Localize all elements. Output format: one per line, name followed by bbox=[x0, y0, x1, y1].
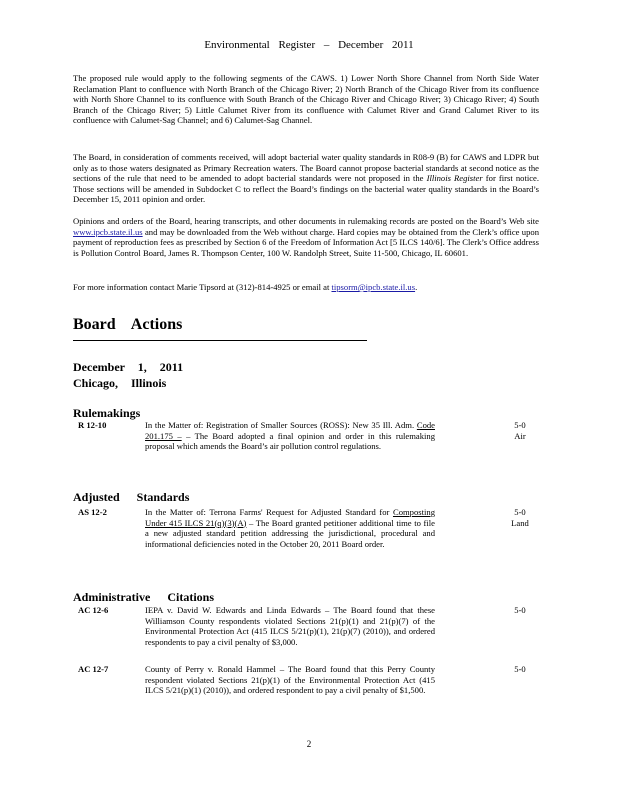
adjusted-text-start: In the Matter of: Terrona Farms' Request for Adjusted Standard for bbox=[145, 507, 393, 517]
board-website-link[interactable]: www.ipcb.state.il.us bbox=[73, 226, 143, 237]
rulemaking-media: Air bbox=[514, 431, 526, 441]
citation-docket-code: AC 12-7 bbox=[78, 664, 109, 674]
rulemaking-text-start: In the Matter of: Registration of Smaller Sources (ROSS): New 35 Ill. Adm. bbox=[145, 420, 417, 430]
contact-email-link[interactable]: tipsorm@ipcb.state.il.us bbox=[331, 282, 416, 292]
citation-docket-code: AC 12-6 bbox=[78, 605, 109, 615]
board-actions-heading: Board Actions bbox=[73, 316, 183, 333]
para3-text-end: and may be downloaded from the Web without charge. Hard copies may be obtained from the Clerk’s office upon payment of reproduction fees as prescribed by Section 6 of the Freedom of Information Act [5 ILCS 140/6]. The Clerk’s Office address is Pollution Control Board, James R. Thompson Center, 100 W. Randolph Street, Suite 11-500, Chicago, IL 60601. bbox=[73, 226, 539, 258]
para4-text-start: For more information contact Marie Tipsord at (312)-814-4925 or email at bbox=[73, 282, 332, 292]
adjusted-text-end: – The Board granted petitioner additional time to file a new adjusted standard petition addressing the jurisdictional, procedural and informational deficiencies noted in the October 20, 2011 Board order. bbox=[145, 517, 435, 549]
intro-paragraph-contact bbox=[73, 282, 539, 293]
running-head: Environmental Register – December 2011 bbox=[204, 39, 414, 51]
meeting-date: December 1, 2011 bbox=[73, 360, 184, 374]
intro-paragraph-segments: The proposed rule would apply to the following segments of the CAWS. 1) Lower North Shore Channel from North Side Water Reclamation Plant to confluence with North Branch of the Chicago River; 2) North Branch of the Chicago River from its confluence with North Shore Channel to its confluence with South Branch of the Chicago River and Chicago River; 3) Chicago River; 4) South Branch of the Chicago River; 5) Little Calumet River from its confluence with Calumet River and Grand Calumet River to its confluence with Calumet-Sag Channel; and 6) Calumet-Sag Channel. bbox=[73, 73, 539, 126]
rulemaking-docket-code: R 12-10 bbox=[78, 420, 107, 430]
adjusted-standard-summary bbox=[145, 507, 435, 549]
para3-text-start: Opinions and orders of the Board, hearing transcripts, and other documents in rulemaking records are posted on the Board’s Web site bbox=[73, 216, 539, 226]
adjusted-underlined-text: Composting Under 415 ILCS 21(q)(3)(A) bbox=[145, 507, 435, 528]
page-number: 2 bbox=[306, 739, 312, 749]
rulemaking-underlined-text: Code 201.175 – bbox=[145, 420, 435, 441]
adjusted-standard-docket-code: AS 12-2 bbox=[78, 507, 107, 517]
adjusted-standards-heading: Adjusted Standards bbox=[73, 490, 190, 504]
citation-vote: 5-0 bbox=[514, 664, 526, 674]
illinois-register-italic: Illinois Register bbox=[426, 173, 483, 184]
citation-summary: IEPA v. David W. Edwards and Linda Edwards – The Board found that these Williamson County respondents violated Sections 21(p)(1) and 21(p)(7) of the Environmental Protection Act (415 ILCS 5/21(p)(1), 21(p)(7) (2010)), and ordered respondents to pay a civil penalty of $3,000. bbox=[145, 605, 435, 647]
rulemaking-summary bbox=[145, 420, 435, 452]
citation-vote: 5-0 bbox=[514, 605, 526, 615]
rulemakings-heading: Rulemakings bbox=[73, 406, 141, 420]
intro-paragraph-opinions bbox=[73, 216, 539, 258]
meeting-place: Chicago, Illinois bbox=[73, 376, 167, 390]
rulemaking-text-end: – The Board adopted a final opinion and order in this rulemaking proposal which amends the Board’s air pollution control regulations. bbox=[145, 430, 436, 452]
adjusted-standard-vote: 5-0 bbox=[514, 507, 526, 517]
citation-summary: County of Perry v. Ronald Hammel – The Board found that this Perry County respondent violated Sections 21(p)(1) of the Environmental Protection Act (415 ILCS 5/21(p)(1) (2010)), and ordered respondent to pay a civil penalty of $1,500. bbox=[145, 664, 435, 696]
intro-paragraph-bacterial-standards bbox=[73, 152, 539, 205]
para4-text-end: . bbox=[415, 282, 418, 292]
para2-text-start: The Board, in consideration of comments received, will adopt bacterial water quality standards in R08-9 (B) for CAWS and LDPR but only as to those waters designated as Primary Recreation waters. The Board cannot propose bacterial standards at second notice as the sections of the rule that need to be amended to adopt bacterial standards were not proposed in the bbox=[73, 152, 539, 184]
administrative-citations-heading: Administrative Citations bbox=[73, 590, 214, 604]
rulemaking-vote: 5-0 bbox=[514, 420, 526, 430]
adjusted-standard-media: Land bbox=[511, 518, 529, 528]
para2-text-end: for first notice. Those sections will be amended in Subdocket C to reflect the Board’s findings on the bacterial water quality standards in the Board’s December 15, 2011 opinion and order. bbox=[73, 173, 539, 205]
heading-rule bbox=[73, 340, 367, 341]
